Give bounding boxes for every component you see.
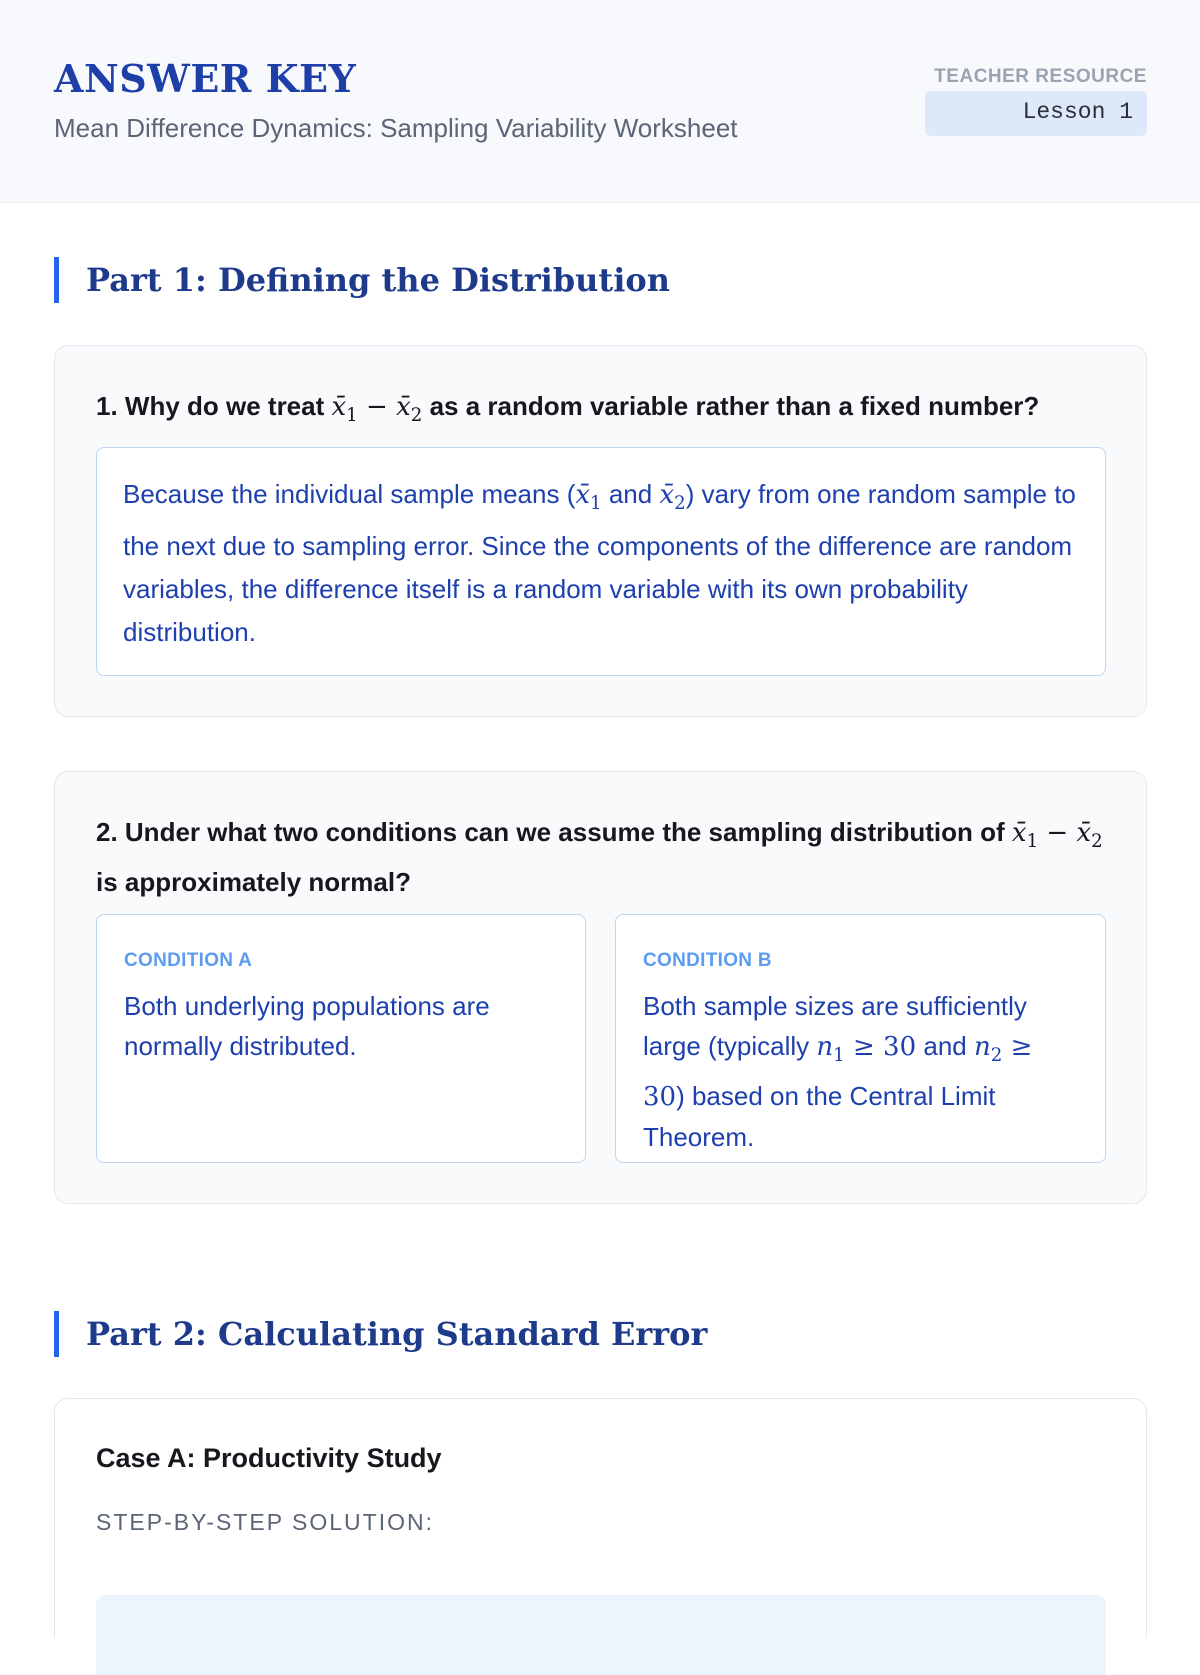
condition-a-text: Both underlying populations are normally distributed. (124, 991, 490, 1061)
question-1-answer (96, 447, 1106, 676)
xbar2-symbol: $x̄_2$ (659, 480, 686, 515)
condition-b-box (615, 914, 1106, 1163)
lesson-badge: Lesson 1 (925, 91, 1147, 136)
answer-1-part-b: ) vary from one random sample to the next due to sampling error. Since the components of the difference are random variables, the difference itself is a random variable with its own probability distribution. (123, 479, 1076, 648)
condition-b-text-1: Both sample sizes are sufficiently large (typically (643, 991, 1027, 1061)
question-2-text (96, 812, 1106, 902)
xbar1-symbol: $x̄_1$ (575, 480, 602, 515)
steps-label: STEP-BY-STEP SOLUTION: (96, 1509, 434, 1535)
page-header (0, 0, 1200, 203)
condition-a-box (96, 914, 586, 1163)
mean-difference-formula: $x̄_1$ − $x̄_2$ (1011, 818, 1103, 853)
question-1-card (54, 345, 1147, 717)
condition-b-text-2: ) based on the Central Limit Theorem. (643, 1081, 996, 1153)
n2-condition: $n_2 \ge 30$ (643, 1032, 1033, 1113)
n1-condition: $n_1 \ge 30$ (816, 1032, 917, 1067)
question-2-card (54, 771, 1147, 1204)
question-1-prefix: 1. Why do we treat (96, 391, 325, 421)
mean-difference-formula: $x̄_1$ − $x̄_2$ (331, 392, 423, 427)
condition-a-label: CONDITION A (124, 950, 253, 971)
answer-1-and: and (608, 479, 653, 509)
question-1-text (96, 386, 1106, 436)
solution-steps-panel (96, 1595, 1106, 1675)
question-2-prefix: 2. Under what two conditions can we assume the sampling distribution of (96, 817, 1005, 847)
part1-heading: Part 1: Defining the Distribution (54, 257, 670, 303)
condition-b-label: CONDITION B (643, 950, 772, 971)
case-a-title: Case A: Productivity Study (96, 1443, 442, 1473)
question-2-suffix: is approximately normal? (96, 867, 411, 898)
condition-b-and: and (923, 1031, 967, 1061)
answer-1-part-a: Because the individual sample means ( (123, 479, 576, 509)
question-1-suffix: as a random variable rather than a fixed number? (429, 391, 1040, 421)
page-subtitle: Mean Difference Dynamics: Sampling Variability Worksheet (54, 113, 738, 143)
condition-b-text (643, 986, 1078, 1157)
teacher-resource-label: TEACHER RESOURCE (934, 66, 1147, 87)
page-title: ANSWER KEY (54, 56, 357, 101)
part2-heading: Part 2: Calculating Standard Error (54, 1311, 707, 1357)
case-a-card (54, 1398, 1147, 1638)
